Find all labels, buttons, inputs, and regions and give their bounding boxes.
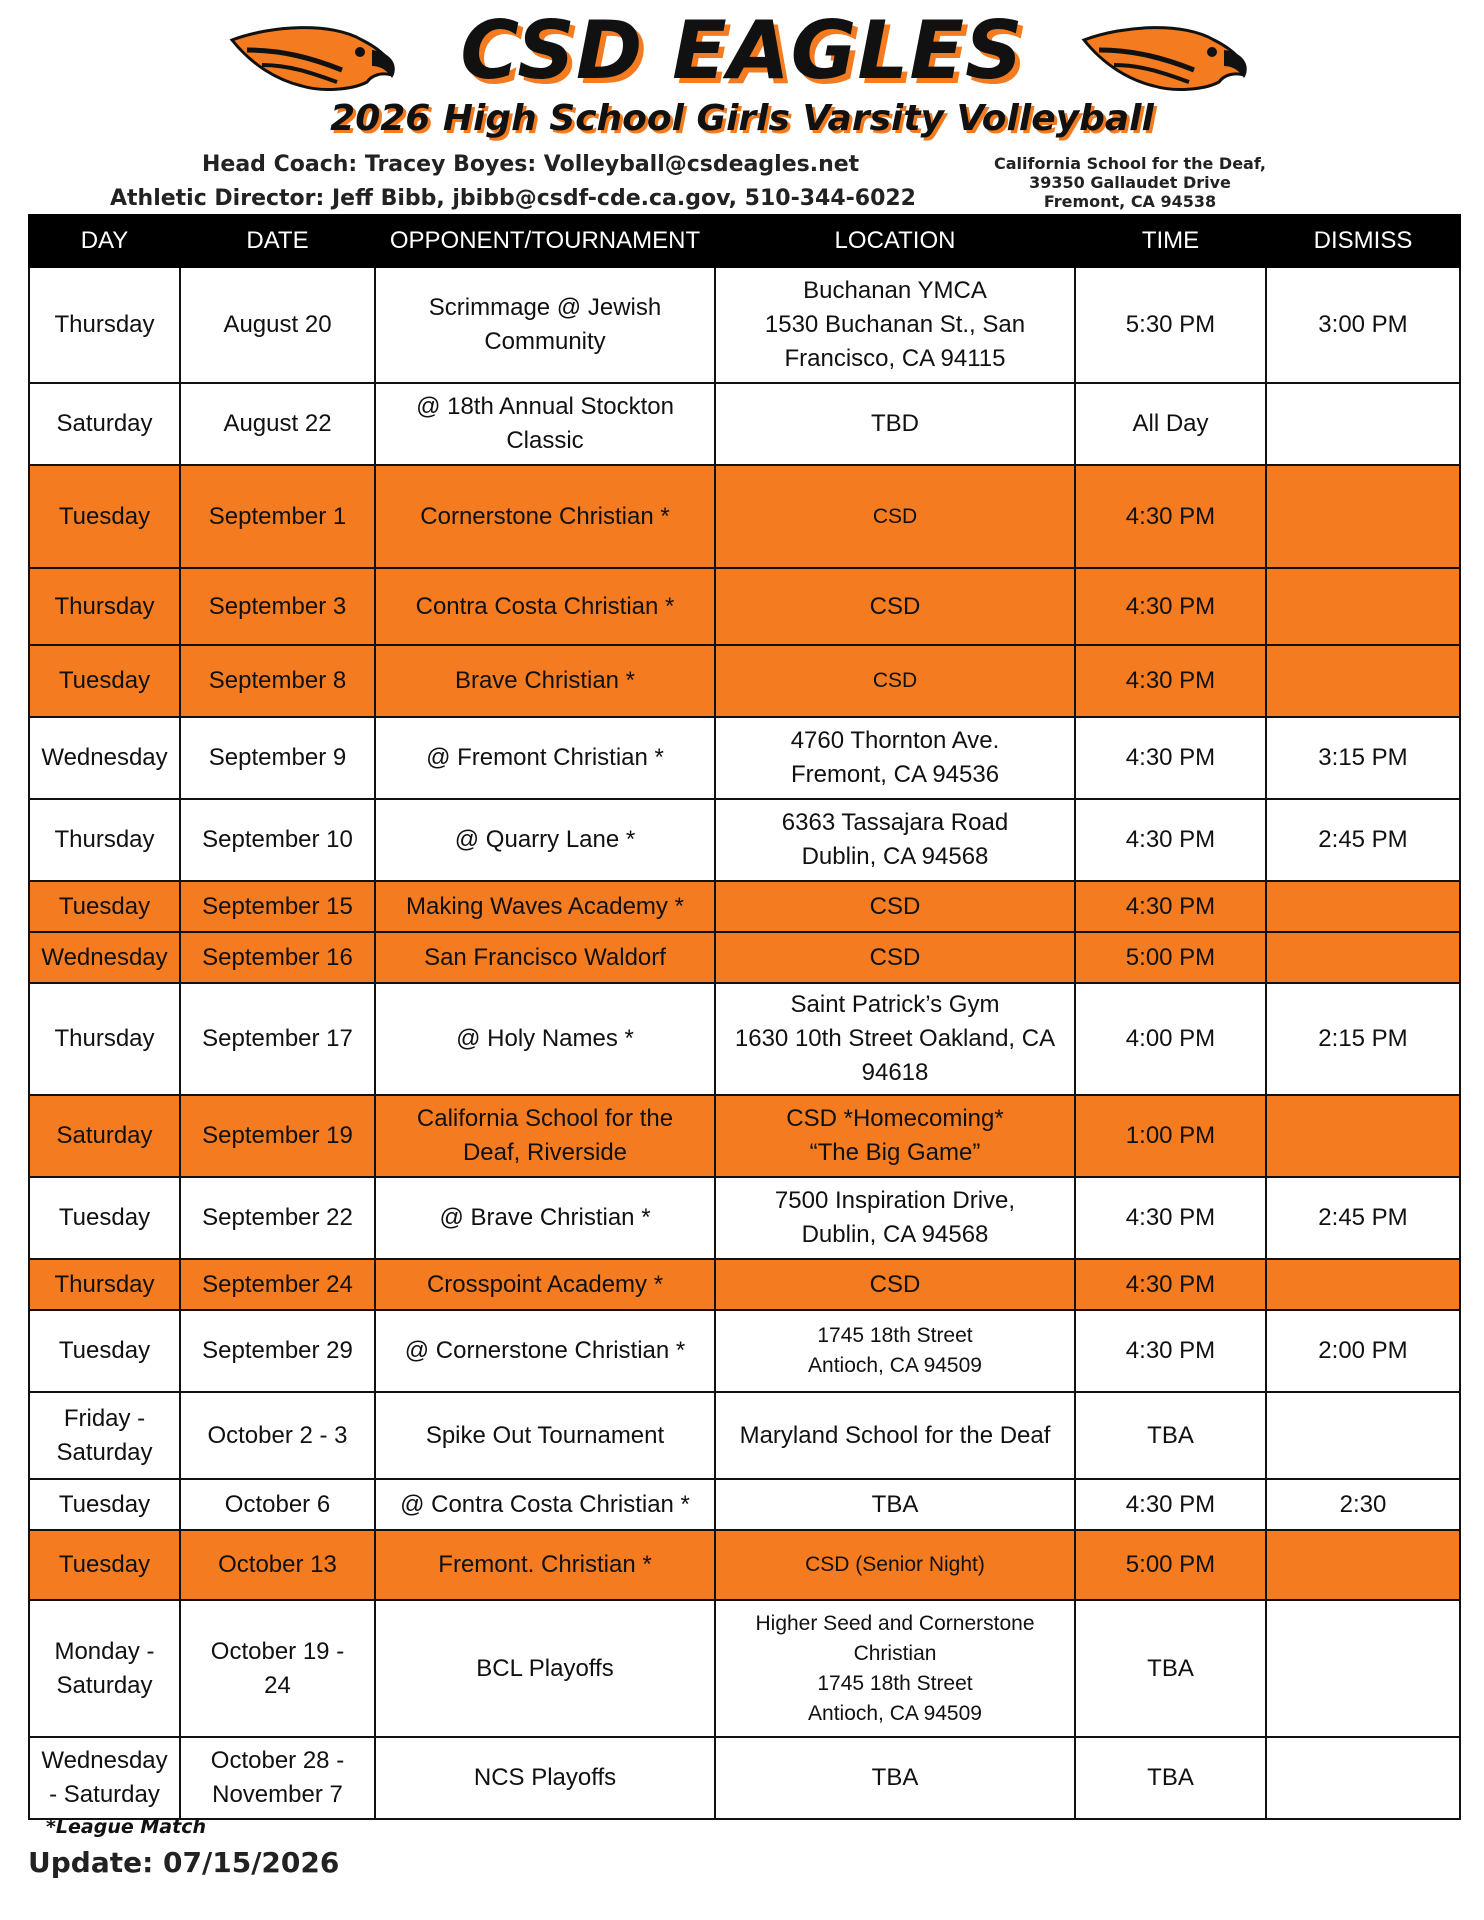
cell-line: 7500 Inspiration Drive, — [774, 1187, 1016, 1214]
cell-line: September 16 — [202, 943, 353, 971]
cell-opponent — [375, 1479, 715, 1530]
cell-line: CSD (Senior Night) — [805, 1553, 985, 1576]
cell-line: Maryland School for the Deaf — [739, 1421, 1051, 1449]
school-address — [980, 154, 1280, 211]
cell-line: September 3 — [208, 592, 347, 620]
cell-time: 4:00 PM — [1075, 983, 1266, 1095]
cell-dismiss — [1266, 568, 1460, 645]
cell-line: September 1 — [208, 502, 347, 530]
cell-line: Monday - — [54, 1637, 155, 1665]
cell-opponent — [375, 1259, 715, 1310]
cell-dismiss — [1266, 1095, 1460, 1177]
cell-line: TBA — [871, 1490, 919, 1518]
cell-line: Spike Out Tournament — [425, 1421, 665, 1449]
cell-line: Brave Christian * — [454, 667, 636, 694]
cell-line: Dublin, CA 94568 — [801, 843, 989, 870]
cell-line: Thursday — [54, 826, 155, 853]
cell-line: CSD — [872, 504, 918, 528]
cell-dismiss — [1266, 932, 1460, 983]
cell-line: 24 — [264, 1671, 291, 1699]
cell-line: August 20 — [223, 311, 332, 338]
cell-line: 4760 Thornton Ave. — [790, 727, 1000, 754]
cell-location — [715, 1600, 1075, 1737]
cell-line: CSD — [869, 1270, 921, 1298]
cell-time: 4:30 PM — [1075, 881, 1266, 932]
cell-line: Antioch, CA 94509 — [808, 1354, 982, 1377]
cell-location — [715, 1177, 1075, 1259]
table-row — [29, 1600, 1460, 1737]
eagle-head-icon — [1074, 20, 1254, 100]
cell-time: 4:30 PM — [1075, 1310, 1266, 1392]
cell-day — [29, 568, 180, 645]
cell-line: - Saturday — [49, 1781, 160, 1808]
cell-day — [29, 1737, 180, 1819]
cell-line: Classic — [506, 427, 584, 454]
cell-opponent — [375, 267, 715, 383]
cell-date — [180, 1479, 375, 1530]
cell-location — [715, 983, 1075, 1095]
cell-location — [715, 932, 1075, 983]
cell-date — [180, 1095, 375, 1177]
cell-time: 5:00 PM — [1075, 932, 1266, 983]
cell-line: CSD — [869, 892, 921, 920]
cell-day — [29, 1530, 180, 1600]
footnote: *League Match — [46, 1816, 206, 1838]
cell-line: Thursday — [54, 592, 155, 620]
cell-line: October 13 — [218, 1551, 337, 1578]
cell-date — [180, 799, 375, 881]
table-row — [29, 267, 1460, 383]
cell-line: September 22 — [202, 1204, 353, 1231]
cell-line: Tuesday — [58, 667, 151, 694]
cell-dismiss — [1266, 881, 1460, 932]
cell-location — [715, 1259, 1075, 1310]
cell-dismiss: 2:45 PM — [1266, 1177, 1460, 1259]
cell-location — [715, 1479, 1075, 1530]
cell-day — [29, 1392, 180, 1479]
cell-opponent — [375, 1392, 715, 1479]
contacts — [110, 148, 950, 216]
table-row — [29, 983, 1460, 1095]
table-row — [29, 881, 1460, 932]
cell-location — [715, 1392, 1075, 1479]
cell-time: 4:30 PM — [1075, 1259, 1266, 1310]
cell-dismiss — [1266, 645, 1460, 717]
cell-line: Christian — [853, 1641, 937, 1665]
cell-dismiss — [1266, 1600, 1460, 1737]
cell-date — [180, 1737, 375, 1819]
cell-line: Wednesday — [41, 943, 168, 971]
cell-date — [180, 1177, 375, 1259]
cell-opponent — [375, 568, 715, 645]
cell-time: TBA — [1075, 1392, 1266, 1479]
schedule-body — [29, 267, 1460, 1819]
cell-line: @ Brave Christian * — [439, 1204, 651, 1231]
table-row — [29, 932, 1460, 983]
cell-day — [29, 932, 180, 983]
cell-line: BCL Playoffs — [476, 1654, 614, 1682]
cell-day — [29, 717, 180, 799]
table-row — [29, 799, 1460, 881]
cell-time: 4:30 PM — [1075, 1177, 1266, 1259]
cell-line: Scrimmage @ Jewish — [428, 294, 662, 321]
eagle-head-icon — [222, 20, 402, 100]
cell-dismiss — [1266, 1392, 1460, 1479]
cell-line: Saturday — [56, 1671, 153, 1699]
table-row — [29, 1392, 1460, 1479]
cell-line: San Francisco Waldorf — [424, 943, 666, 971]
address-line: California School for the Deaf, — [994, 154, 1266, 173]
cell-day — [29, 1479, 180, 1530]
cell-line: Tuesday — [58, 1204, 151, 1231]
cell-date — [180, 1310, 375, 1392]
cell-line: “The Big Game” — [809, 1139, 981, 1166]
cell-day — [29, 1177, 180, 1259]
cell-line: September 17 — [202, 1025, 353, 1052]
cell-line: Thursday — [54, 311, 155, 338]
cell-dismiss — [1266, 383, 1460, 465]
cell-line: Cornerstone Christian * — [420, 502, 670, 530]
cell-dismiss — [1266, 1530, 1460, 1600]
cell-opponent — [375, 932, 715, 983]
cell-time: 4:30 PM — [1075, 465, 1266, 568]
cell-line: @ Fremont Christian * — [426, 744, 664, 771]
cell-day — [29, 267, 180, 383]
cell-opponent — [375, 1310, 715, 1392]
table-row — [29, 1310, 1460, 1392]
cell-line: August 22 — [223, 410, 332, 437]
cell-line: October 28 - — [210, 1747, 345, 1774]
cell-date — [180, 983, 375, 1095]
cell-dismiss: 2:30 — [1266, 1479, 1460, 1530]
cell-line: Fremont. Christian * — [438, 1551, 652, 1578]
cell-opponent — [375, 465, 715, 568]
cell-dismiss — [1266, 465, 1460, 568]
cell-line: 6363 Tassajara Road — [781, 809, 1009, 836]
cell-day — [29, 799, 180, 881]
cell-line: Tuesday — [58, 1490, 151, 1518]
cell-opponent — [375, 983, 715, 1095]
cell-location — [715, 383, 1075, 465]
cell-line: 94618 — [861, 1059, 929, 1086]
cell-location — [715, 465, 1075, 568]
cell-location — [715, 881, 1075, 932]
column-header-time: TIME — [1075, 215, 1266, 267]
table-row — [29, 465, 1460, 568]
cell-line: Saturday — [56, 1438, 153, 1466]
cell-day — [29, 881, 180, 932]
column-header-opponent: OPPONENT/TOURNAMENT — [375, 215, 715, 267]
cell-date — [180, 383, 375, 465]
table-row — [29, 1737, 1460, 1819]
cell-time: 4:30 PM — [1075, 645, 1266, 717]
table-row — [29, 717, 1460, 799]
cell-day — [29, 383, 180, 465]
cell-line: @ Cornerstone Christian * — [404, 1337, 686, 1364]
cell-line: @ 18th Annual Stockton — [416, 393, 674, 420]
cell-dismiss — [1266, 1737, 1460, 1819]
cell-line: October 2 - 3 — [207, 1421, 348, 1449]
cell-opponent — [375, 717, 715, 799]
cell-line: Dublin, CA 94568 — [801, 1221, 989, 1248]
cell-location — [715, 799, 1075, 881]
cell-date — [180, 881, 375, 932]
table-row — [29, 1095, 1460, 1177]
cell-line: October 19 - — [210, 1637, 345, 1665]
cell-location — [715, 1095, 1075, 1177]
table-row — [29, 1479, 1460, 1530]
cell-opponent — [375, 383, 715, 465]
address-line: Fremont, CA 94538 — [1043, 192, 1217, 211]
cell-line: Tuesday — [58, 502, 151, 530]
cell-dismiss: 2:45 PM — [1266, 799, 1460, 881]
cell-line: Wednesday — [41, 1747, 168, 1774]
cell-line: Saturday — [56, 410, 153, 437]
cell-line: September 24 — [202, 1270, 353, 1298]
column-header-day: DAY — [29, 215, 180, 267]
table-row — [29, 568, 1460, 645]
cell-line: September 10 — [202, 826, 353, 853]
cell-time: 4:30 PM — [1075, 568, 1266, 645]
cell-line: CSD — [869, 943, 921, 971]
cell-time: All Day — [1075, 383, 1266, 465]
cell-line: September 29 — [202, 1337, 353, 1364]
athletic-director: Athletic Director: Jeff Bibb, jbibb@csdf-cde.ca.gov, 510-344-6022 — [110, 186, 916, 211]
cell-line: Higher Seed and Cornerstone — [755, 1611, 1035, 1635]
cell-line: @ Contra Costa Christian * — [400, 1490, 690, 1518]
cell-day — [29, 983, 180, 1095]
cell-day — [29, 1095, 180, 1177]
table-row — [29, 383, 1460, 465]
cell-line: Crosspoint Academy * — [426, 1270, 664, 1298]
schedule-table — [28, 214, 1461, 1820]
table-row — [29, 1177, 1460, 1259]
cell-date — [180, 932, 375, 983]
cell-dismiss — [1266, 1259, 1460, 1310]
cell-line: Antioch, CA 94509 — [808, 1701, 982, 1725]
cell-day — [29, 1259, 180, 1310]
cell-time: 5:00 PM — [1075, 1530, 1266, 1600]
cell-day — [29, 1310, 180, 1392]
table-row — [29, 1259, 1460, 1310]
cell-line: Saint Patrick’s Gym — [790, 991, 1000, 1018]
header — [0, 0, 1484, 214]
cell-line: Making Waves Academy * — [406, 892, 684, 920]
cell-line: TBD — [871, 410, 919, 437]
cell-opponent — [375, 799, 715, 881]
cell-line: @ Holy Names * — [456, 1025, 634, 1052]
cell-date — [180, 1530, 375, 1600]
cell-line: Deaf, Riverside — [462, 1139, 628, 1166]
cell-location — [715, 645, 1075, 717]
cell-date — [180, 1392, 375, 1479]
cell-line: Tuesday — [58, 892, 151, 920]
table-row — [29, 645, 1460, 717]
cell-line: Francisco, CA 94115 — [784, 345, 1006, 372]
cell-line: Wednesday — [41, 744, 168, 771]
cell-location — [715, 568, 1075, 645]
cell-date — [180, 645, 375, 717]
cell-line: Tuesday — [58, 1337, 151, 1364]
cell-opponent — [375, 1600, 715, 1737]
cell-location — [715, 1530, 1075, 1600]
cell-time: 5:30 PM — [1075, 267, 1266, 383]
cell-line: CSD — [872, 669, 918, 692]
cell-date — [180, 717, 375, 799]
cell-line: 1745 18th Street — [817, 1324, 973, 1347]
cell-opponent — [375, 1737, 715, 1819]
cell-line: 1630 10th Street Oakland, CA — [734, 1025, 1056, 1052]
cell-line: September 15 — [202, 892, 353, 920]
cell-opponent — [375, 1530, 715, 1600]
cell-day — [29, 1600, 180, 1737]
cell-dismiss: 2:15 PM — [1266, 983, 1460, 1095]
table-row — [29, 1530, 1460, 1600]
page-subtitle: 2026 High School Girls Varsity Volleyball — [330, 98, 1154, 139]
cell-line: TBA — [871, 1764, 919, 1791]
column-header-dismiss: DISMISS — [1266, 215, 1460, 267]
cell-date — [180, 465, 375, 568]
cell-location — [715, 267, 1075, 383]
cell-line: NCS Playoffs — [473, 1764, 617, 1791]
cell-dismiss: 3:00 PM — [1266, 267, 1460, 383]
cell-line: Thursday — [54, 1270, 155, 1298]
cell-dismiss: 3:15 PM — [1266, 717, 1460, 799]
cell-line: 1745 18th Street — [817, 1671, 973, 1695]
cell-line: Fremont, CA 94536 — [790, 761, 1000, 788]
cell-line: September 8 — [208, 667, 347, 694]
cell-line: Buchanan YMCA — [803, 277, 987, 304]
cell-line: September 19 — [202, 1122, 353, 1149]
cell-date — [180, 1259, 375, 1310]
cell-line: November 7 — [212, 1781, 343, 1808]
cell-line: Contra Costa Christian * — [415, 592, 675, 620]
cell-time: 4:30 PM — [1075, 717, 1266, 799]
cell-time: TBA — [1075, 1737, 1266, 1819]
cell-line: Thursday — [54, 1025, 155, 1052]
cell-line: October 6 — [224, 1490, 331, 1518]
cell-line: @ Quarry Lane * — [454, 826, 636, 853]
cell-time: 4:30 PM — [1075, 1479, 1266, 1530]
cell-line: CSD — [869, 592, 921, 620]
cell-line: September 9 — [208, 744, 347, 771]
cell-location — [715, 1310, 1075, 1392]
page-title: CSD EAGLES — [460, 4, 1024, 97]
cell-opponent — [375, 1095, 715, 1177]
cell-date — [180, 267, 375, 383]
cell-time: 1:00 PM — [1075, 1095, 1266, 1177]
cell-location — [715, 717, 1075, 799]
cell-line: Tuesday — [58, 1551, 151, 1578]
cell-time: TBA — [1075, 1600, 1266, 1737]
cell-location — [715, 1737, 1075, 1819]
table-header-row — [29, 215, 1460, 267]
cell-line: 1530 Buchanan St., San — [764, 311, 1026, 338]
cell-date — [180, 568, 375, 645]
column-header-location: LOCATION — [715, 215, 1075, 267]
cell-opponent — [375, 881, 715, 932]
address-line: 39350 Gallaudet Drive — [1029, 173, 1231, 192]
cell-line: Friday - — [63, 1404, 146, 1432]
cell-line: Saturday — [56, 1122, 153, 1149]
cell-opponent — [375, 645, 715, 717]
cell-time: 4:30 PM — [1075, 799, 1266, 881]
update-date: Update: 07/15/2026 — [28, 1846, 340, 1879]
cell-day — [29, 645, 180, 717]
cell-day — [29, 465, 180, 568]
cell-line: CSD *Homecoming* — [786, 1105, 1004, 1132]
cell-date — [180, 1600, 375, 1737]
cell-dismiss: 2:00 PM — [1266, 1310, 1460, 1392]
cell-opponent — [375, 1177, 715, 1259]
head-coach: Head Coach: Tracey Boyes: Volleyball@csdeagles.net — [202, 152, 860, 177]
cell-line: Community — [484, 328, 606, 355]
cell-line: California School for the — [416, 1105, 674, 1132]
column-header-date: DATE — [180, 215, 375, 267]
